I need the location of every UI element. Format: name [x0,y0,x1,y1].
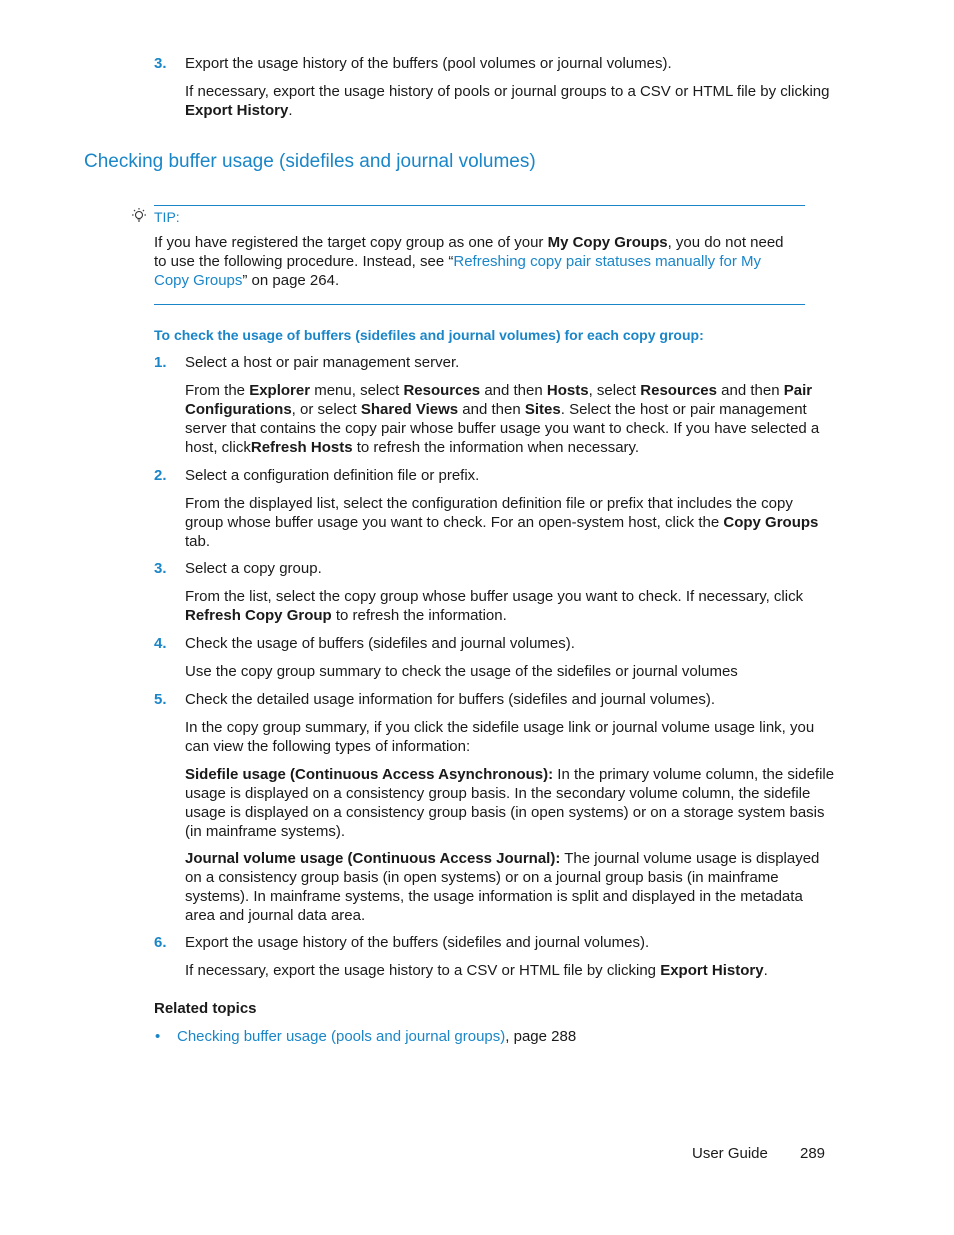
page-number: 289 [800,1145,826,1162]
detail-text: . [763,962,768,979]
tip-cross-reference-link[interactable]: Refreshing copy pair statuses manually for My Copy Groups [154,253,761,289]
ui-term: Resources [403,382,481,399]
detail-text: to refresh the information when necessary. [352,439,640,456]
detail-text: and then [716,382,784,399]
detail-text: tab. [185,533,211,550]
detail-text: and then [480,382,547,399]
term-heading: Sidefile usage (Continuous Access Asynchronous): [185,766,554,783]
step-detail [185,494,835,551]
ui-term: Explorer [249,382,311,399]
ui-term: Export History [660,962,764,979]
step-title: Export the usage history of the buffers (pool volumes or journal volumes). [185,55,672,72]
ui-term: Refresh Copy Group [185,607,332,624]
step-number: 5. [154,691,167,708]
detail-text: , select [588,382,641,399]
step-title: Select a copy group. [185,560,322,577]
detail-text: menu, select [310,382,404,399]
ui-term: My Copy Groups [547,234,668,251]
tip-top-rule [154,205,805,206]
ui-term: Hosts [546,382,589,399]
detail-text: . Select the host or pair management server that contains the copy pair whose buffer usage you want to check. If you have selected a host, click [185,401,820,456]
step-detail [185,961,835,980]
related-topic-link[interactable]: Checking buffer usage (pools and journal groups) [177,1028,506,1045]
step-detail [185,381,835,457]
detail-text: and then [458,401,525,418]
detail-text: If necessary, export the usage history to a CSV or HTML file by clicking [185,962,661,979]
step-number: 4. [154,635,167,652]
procedure-title: To check the usage of buffers (sidefiles and journal volumes) for each copy group: [154,327,704,343]
bullet: • [155,1028,161,1045]
lightbulb-icon [129,206,149,226]
tip-text [154,233,794,290]
related-topics-heading: Related topics [154,1000,257,1017]
step-detail: Use the copy group summary to check the usage of the sidefiles or journal volumes [185,663,738,680]
detail-text: . [288,102,293,119]
ui-term: Pair Configurations [185,382,813,418]
detail-text: From the displayed list, select the configuration definition file or prefix that includes the copy group whose buffer usage you want to check. For an open-system host, click the [185,495,793,531]
detail-text: From the [185,382,250,399]
detail-text: to refresh the information. [331,607,507,624]
page-reference: , page 288 [505,1028,577,1045]
sidefile-usage-description [185,765,835,841]
detail-text: In the primary volume column, the sidefile usage is displayed on a consistency group basis. In the secondary volume column, the sidefile usage is displayed on a consistency group basis (in open systems) or on a storage system basis (in mainframe systems). [185,766,835,840]
step-detail [185,82,835,120]
ui-term: Export History [185,102,289,119]
step-title: Check the usage of buffers (sidefiles and journal volumes). [185,635,575,652]
ui-term: Refresh Hosts [250,439,353,456]
ui-term: Shared Views [360,401,459,418]
step-detail: In the copy group summary, if you click the sidefile usage link or journal volume usage link, you can view the following types of information: [185,719,815,755]
tip-label: TIP: [154,209,180,225]
step-title: Export the usage history of the buffers (sidefiles and journal volumes). [185,934,650,951]
step-number: 1. [154,354,167,371]
step-detail [185,587,835,625]
step-title: Select a host or pair management server. [185,354,460,371]
tip-text-part: ” on page 264. [242,272,340,289]
tip-bottom-rule [154,304,805,305]
step-number: 6. [154,934,167,951]
term-heading: Journal volume usage (Continuous Access Journal): [185,850,561,867]
footer-label: User Guide [692,1145,768,1162]
step-title: Check the detailed usage information for buffers (sidefiles and journal volumes). [185,691,716,708]
detail-text: The journal volume usage is displayed on a consistency group basis (in open systems) or on a journal group basis (in mainframe systems). In mainframe systems, the usage information is split and displayed in the metadata area and journal data area. [185,850,820,924]
step-number: 2. [154,467,167,484]
ui-term: Resources [640,382,717,399]
step-number: 3. [154,55,167,72]
ui-term: Sites [524,401,561,418]
journal-usage-description [185,849,835,925]
section-heading: Checking buffer usage (sidefiles and journal volumes) [84,151,536,172]
related-topic-item [177,1027,817,1046]
ui-term: Copy Groups [723,514,819,531]
step-title: Select a configuration definition file or prefix. [185,467,480,484]
detail-text: If necessary, export the usage history of pools or journal groups to a CSV or HTML file by clicking [185,83,830,100]
detail-text: From the list, select the copy group whose buffer usage you want to check. If necessary, click [185,588,804,605]
tip-text-part: , you do not need to use the following procedure. Instead, see “ [154,234,784,270]
step-number: 3. [154,560,167,577]
detail-text: , or select [291,401,361,418]
tip-text-part: If you have registered the target copy group as one of your [154,234,548,251]
